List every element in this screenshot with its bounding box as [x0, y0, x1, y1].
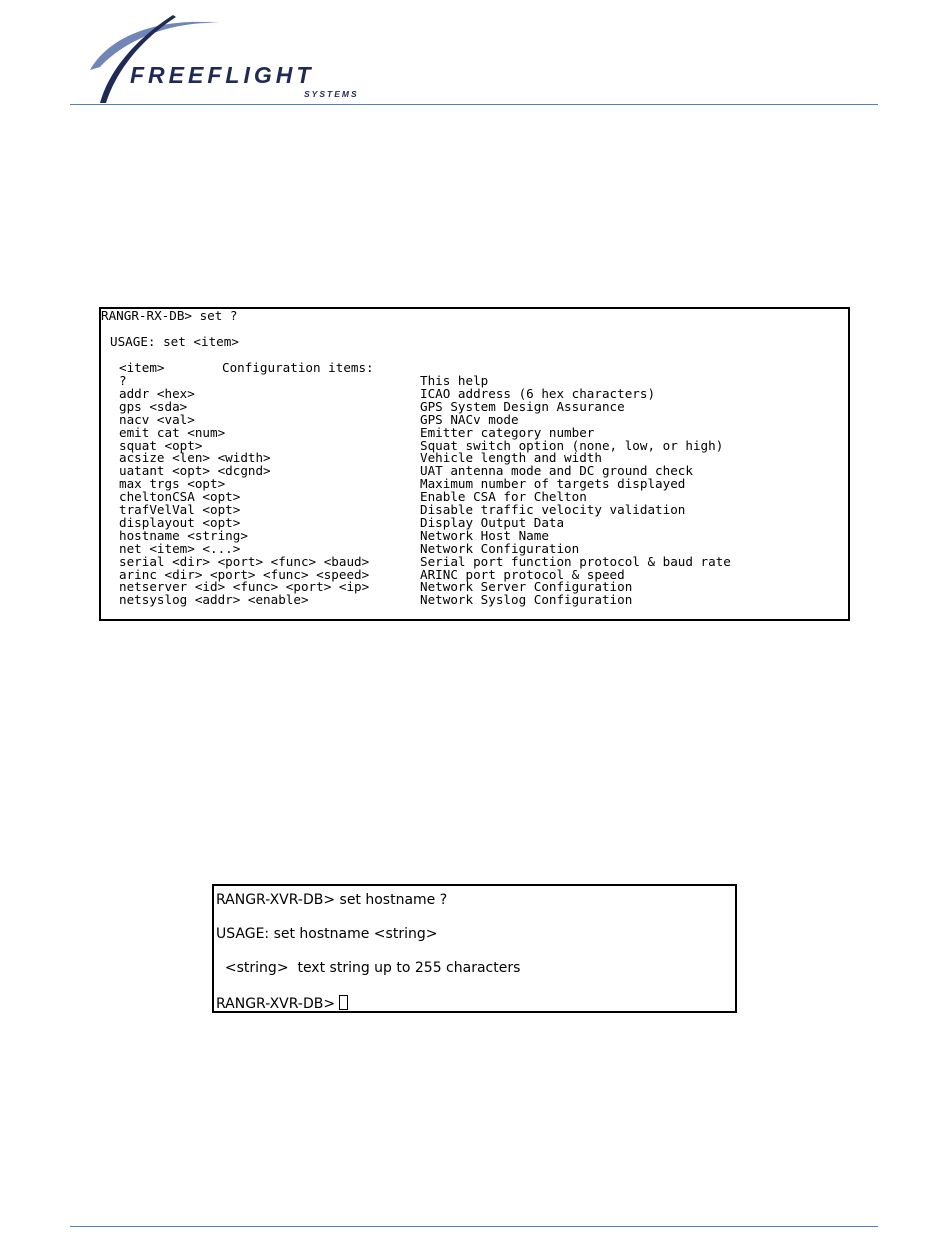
item-description: This help: [420, 373, 489, 388]
item-command: displayout <opt>: [119, 514, 241, 530]
terminal2-prompt: [216, 995, 348, 1011]
item-command: netserver <id> <func> <port> <ip>: [119, 579, 370, 595]
item-command: serial <dir> <port> <func> <baud>: [119, 553, 370, 569]
item-command: netsyslog <addr> <enable>: [119, 592, 309, 608]
header-rule: [70, 104, 878, 105]
logo-brand-text: FREEFLIGHT: [130, 62, 315, 88]
terminal2-prompt-text: RANGR-XVR-DB>: [216, 996, 336, 1012]
item-description: Enable CSA for Chelton: [420, 489, 587, 505]
item-description: Squat switch option (none, low, or high): [420, 437, 724, 453]
terminal-cursor[interactable]: [339, 995, 348, 1010]
item-description: Maximum number of targets displayed: [420, 476, 686, 492]
item-command: hostname <string>: [119, 527, 248, 543]
item-description: Serial port function protocol & baud rate: [420, 553, 731, 569]
item-description: Vehicle length and width: [420, 450, 602, 466]
item-description: UAT antenna mode and DC ground check: [420, 463, 693, 479]
item-description: Emitter category number: [420, 424, 595, 440]
item-description: Display Output Data: [420, 514, 565, 530]
item-description: Disable traffic velocity validation: [420, 502, 686, 517]
item-command: squat <opt>: [119, 437, 203, 453]
item-command: cheltonCSA <opt>: [119, 489, 241, 505]
item-command: net <item> <...>: [119, 540, 241, 556]
item-command: acsize <len> <width>: [119, 450, 271, 466]
item-command: nacv <val>: [119, 411, 195, 427]
item-command: max trgs <opt>: [119, 476, 226, 492]
item-command: gps <sda>: [119, 398, 188, 414]
logo-subtitle-text: SYSTEMS: [304, 89, 359, 99]
items-header-title: Configuration items:: [222, 360, 374, 375]
terminal-set-help: [99, 307, 850, 621]
item-description: Network Syslog Configuration: [420, 592, 633, 608]
item-description: GPS NACv mode: [420, 411, 519, 427]
freeflight-logo: [70, 5, 390, 105]
terminal-usage-line: USAGE: set <item>: [110, 334, 239, 349]
item-description: ARINC port protocol & speed: [420, 566, 625, 582]
item-command: arinc <dir> <port> <func> <speed>: [119, 566, 370, 582]
item-command: uatant <opt> <dcgnd>: [119, 463, 271, 479]
footer-rule: [70, 1226, 878, 1227]
item-description: Network Host Name: [420, 527, 549, 543]
terminal-prompt-line: RANGR-RX-DB> set ?: [101, 308, 238, 323]
item-description: GPS System Design Assurance: [420, 398, 625, 414]
item-command: trafVelVal <opt>: [119, 502, 241, 517]
item-description: Network Configuration: [420, 540, 580, 556]
terminal2-usage-line: USAGE: set hostname <string>: [216, 926, 438, 942]
item-description: ICAO address (6 hex characters): [420, 385, 656, 401]
item-command: emit cat <num>: [119, 424, 226, 440]
terminal2-detail-line: <string> text string up to 255 characters: [216, 960, 521, 976]
item-command: addr <hex>: [119, 385, 195, 401]
item-description: Network Server Configuration: [420, 579, 633, 595]
item-command: ?: [119, 373, 127, 388]
terminal2-prompt-line: RANGR-XVR-DB> set hostname ?: [216, 892, 448, 908]
terminal-hostname-help: [212, 884, 737, 1013]
items-header-label: <item>: [119, 360, 165, 375]
